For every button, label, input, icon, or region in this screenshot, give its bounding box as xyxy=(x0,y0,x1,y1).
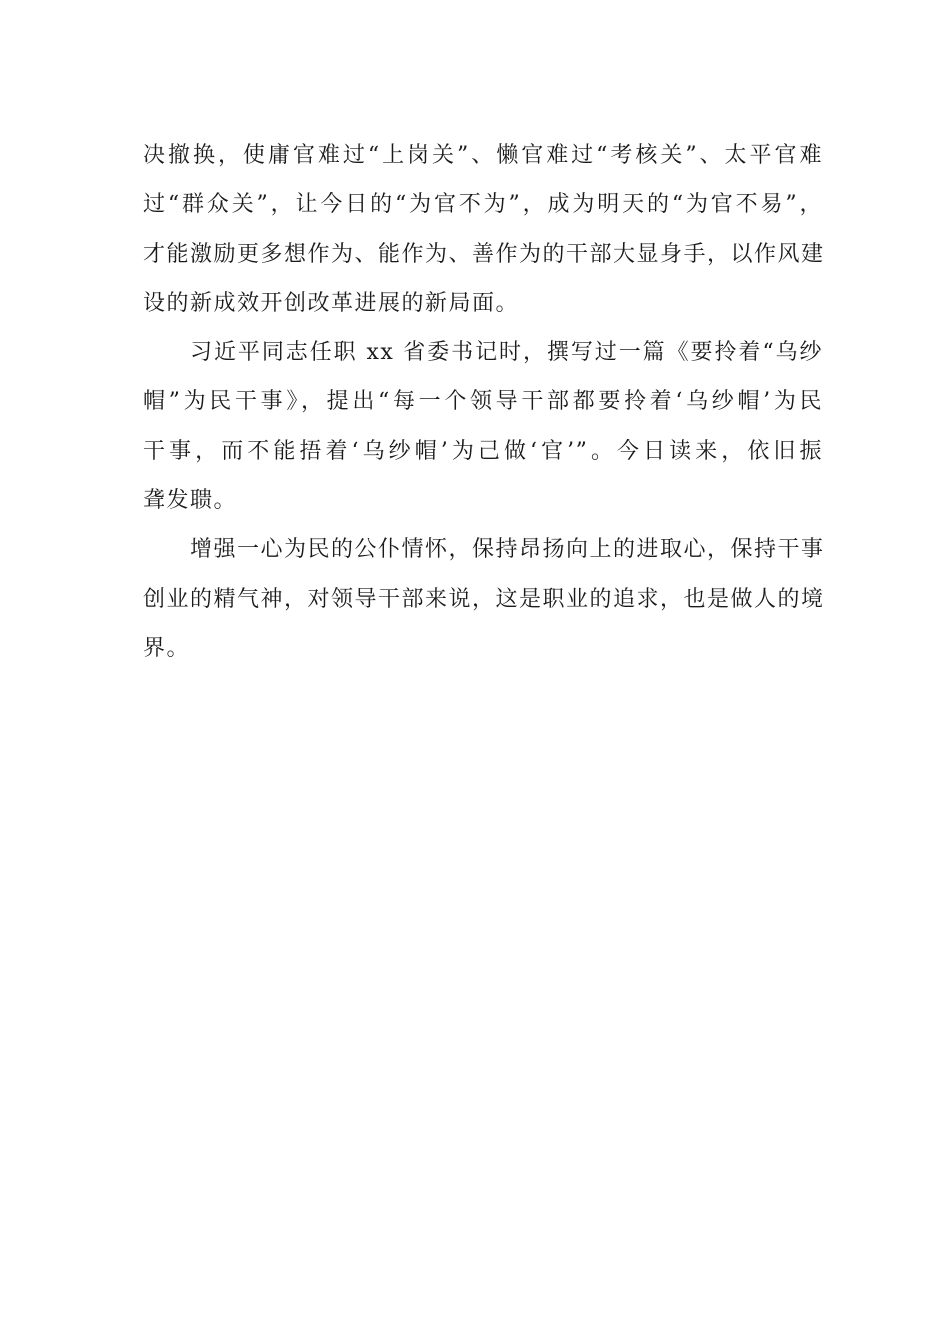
paragraph-line: 设的新成效开创改革进展的新局面。 xyxy=(143,290,520,316)
paragraph-line: 创业的精气神，对领导干部来说，这是职业的追求，也是做人的境 xyxy=(143,586,825,612)
paragraph-3 xyxy=(143,525,823,673)
paragraph-line: 过“群众关”，让今日的“为官不为”，成为明天的“为官不易”， xyxy=(143,192,823,218)
paragraph-line: 干事，而不能捂着‘乌纱帽’为己做‘官’”。今日读来，依旧振 xyxy=(143,438,823,464)
paragraph-2 xyxy=(143,328,823,525)
paragraph-line: 聋发聩。 xyxy=(143,488,238,514)
paragraph-1 xyxy=(143,131,823,328)
paragraph-line: 帽”为民干事》，提出“每一个领导干部都要拎着‘乌纱帽’为民 xyxy=(143,389,823,415)
paragraph-line: 增强一心为民的公仆情怀，保持昂扬向上的进取心，保持干事 xyxy=(190,537,825,563)
document-body xyxy=(143,131,823,673)
paragraph-line: 习近平同志任职 xx 省委书记时，撰写过一篇《要拎着“乌纱 xyxy=(190,340,823,366)
paragraph-line: 界。 xyxy=(143,635,191,661)
paragraph-line: 才能激励更多想作为、能作为、善作为的干部大显身手，以作风建 xyxy=(143,241,825,267)
paragraph-line: 决撤换，使庸官难过“上岗关”、懒官难过“考核关”、太平官难 xyxy=(143,143,823,168)
